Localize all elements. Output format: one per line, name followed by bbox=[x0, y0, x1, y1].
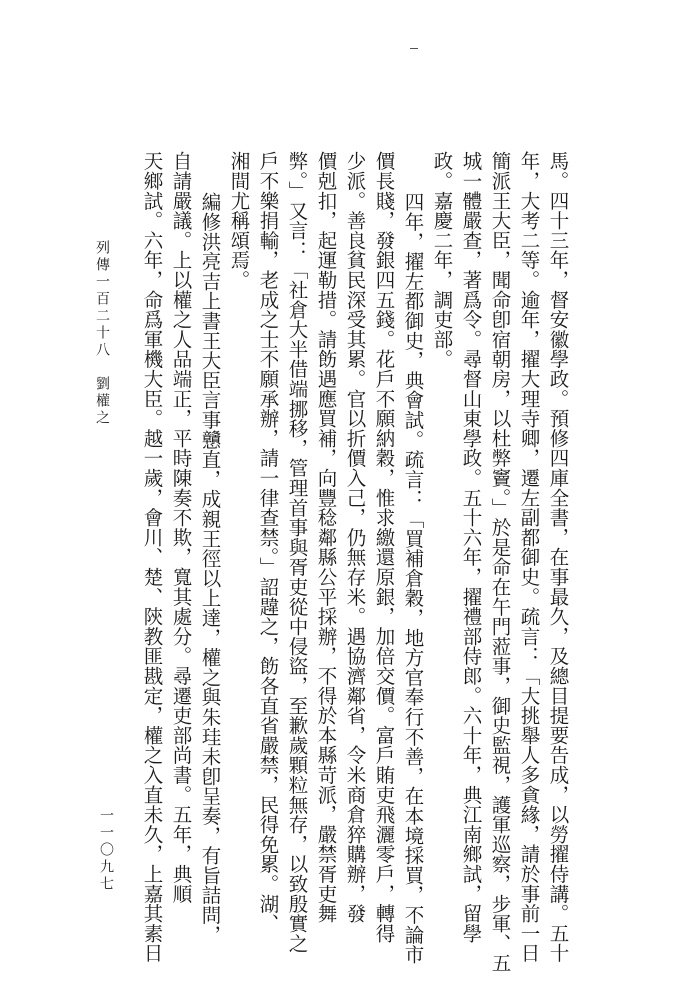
text-column-5: 政。嘉慶二年，調吏部。 bbox=[430, 151, 454, 369]
text-column-1: 馬。四十三年，督安徽學政。預修四庫全書，在事最久，及總目提要告成，以勞擢侍講。五十 bbox=[546, 151, 570, 963]
text-column-7: 價長賤，發銀四五錢。花戶不願納穀，惟求繳還原銀，加倍交價。富戶賄吏飛灑零戶，轉得 bbox=[372, 151, 396, 943]
text-column-11: 戶不樂捐輸，老成之士不願承辦，請一律查禁。」詔韙之，飭各直省嚴禁，民得免累。湖、 bbox=[256, 151, 280, 934]
text-column-10: 弊。」又言：「社倉大半借端挪移，管理首事與胥吏從中侵盜，至歉歲顆粒無存，以致殷實之 bbox=[285, 151, 309, 954]
text-column-15: 天鄉試。六年，命爲軍機大臣。越一歲，會川、楚、陝教匪戡定，權之入直未久，上嘉其素日 bbox=[140, 151, 164, 963]
text-column-4: 城一體嚴查，著爲令。尋督山東學政。五十六年，擢禮部侍郎。六十年，典江南鄉試，留學 bbox=[459, 151, 483, 943]
text-column-14: 自請嚴議。上以權之人品端正，平時陳奏不欺，寬其處分。尋遷吏部尚書。五年，典順 bbox=[169, 151, 193, 904]
text-column-8: 少派。善良貧民深受其累。官以折價入己，仍無存米。遇協濟鄰省，令米商倉猝購辦，發 bbox=[343, 151, 367, 924]
text-column-2: 年，大考二等。逾年，擢大理寺卿，遷左副都御史。疏言：「大挑舉人多貪緣，請於事前一日 bbox=[517, 151, 541, 963]
text-column-9: 價剋扣，起運勒措。請飭遇應買補，向豐稔鄰縣公平採辦，不得於本縣苛派，嚴禁胥吏舞 bbox=[314, 151, 338, 924]
text-column-6: 四年，擢左都御史，典會試。疏言：「買補倉穀，地方官奉行不善，在本境採買，不論市 bbox=[401, 192, 425, 965]
text-column-3: 簡派王大臣，聞命卽宿朝房，以杜弊竇。」於是命在午門蒞事，御史監視，護軍巡察，步軍、五 bbox=[488, 151, 512, 973]
running-header: 列傳一百二十八 劉權之 bbox=[94, 240, 110, 427]
page-number: 一一〇九七 bbox=[98, 808, 114, 893]
text-column-12: 湘間尤稱頌焉。 bbox=[227, 151, 251, 290]
stray-mark bbox=[410, 48, 418, 49]
text-column-13: 編修洪亮吉上書王大臣言事戇直，成親王徑以上達，權之與朱珪未卽呈奏，有旨詰問， bbox=[198, 192, 222, 945]
